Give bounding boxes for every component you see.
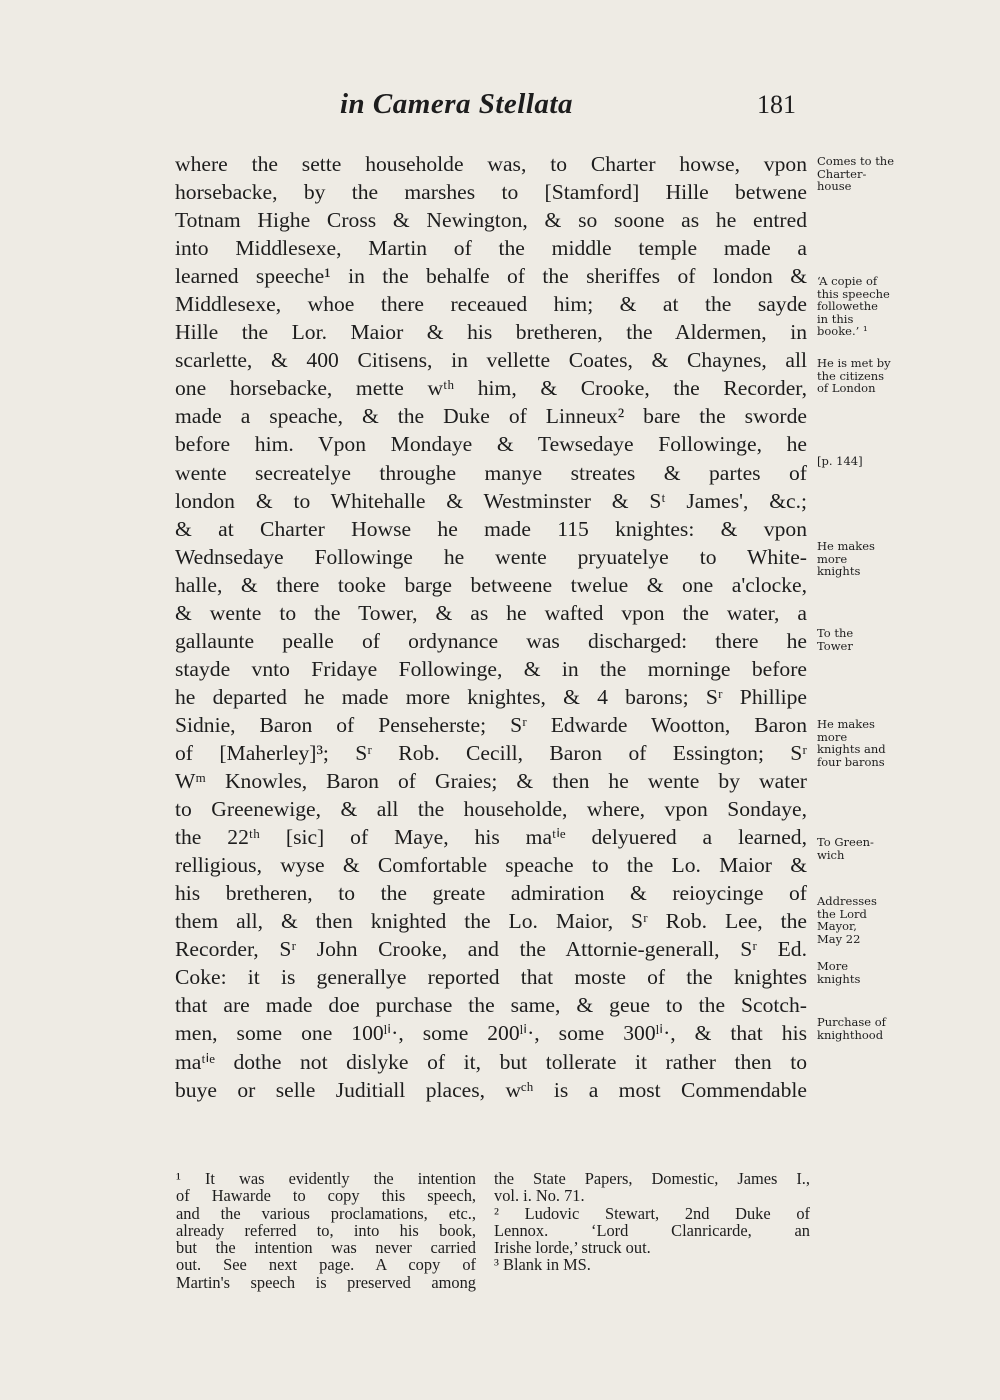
margin-note bbox=[817, 960, 860, 985]
margin-note-line: of London bbox=[817, 381, 876, 395]
footnotes-right-column bbox=[494, 1170, 810, 1274]
margin-note bbox=[817, 718, 886, 768]
margin-note-line: Tower bbox=[817, 638, 853, 653]
text-line: one horsebacke, mette wᵗʰ him, & Crooke, the Recorder, bbox=[175, 376, 807, 401]
text-line: horsebacke, by the marshes to [Stamford] Hille betwene bbox=[175, 180, 807, 205]
margin-note-line: wich bbox=[817, 847, 845, 862]
margin-note-line: Addresses bbox=[817, 894, 877, 908]
footnotes-left-column bbox=[176, 1170, 476, 1291]
footnote-line: the State Papers, Domestic, James I., bbox=[494, 1169, 810, 1188]
margin-note-line: He is met by bbox=[817, 356, 891, 370]
margin-note-line: To the bbox=[817, 626, 854, 640]
margin-note-line: [p. 144] bbox=[817, 454, 863, 468]
text-line: his bretheren, to the greate admiration & reioycinge of bbox=[175, 881, 807, 906]
text-line: Middlesexe, whoe there receaued him; & at the sayde bbox=[175, 292, 807, 317]
text-line: into Middlesexe, Martin of the middle temple made a bbox=[175, 236, 807, 261]
text-line: Wednsedaye Followinge he wente pryuatelye to White- bbox=[175, 544, 807, 569]
text-line: & at Charter Howse he made 115 knightes: & vpon bbox=[175, 516, 807, 541]
margin-note-line: knights bbox=[817, 564, 861, 578]
margin-note bbox=[817, 627, 853, 652]
footnote-line: and the various proclamations, etc., bbox=[176, 1203, 476, 1223]
text-line: Wᵐ Knowles, Baron of Graies; & then he wente by water bbox=[175, 769, 807, 794]
text-line: buye or selle Juditiall places, wᶜʰ is a most Commendable bbox=[175, 1077, 807, 1102]
text-line: of [Maherley]³; Sʳ Rob. Cecill, Baron of Essington; Sʳ bbox=[175, 740, 807, 765]
footnote-line: ¹ It was evidently the intention bbox=[176, 1169, 476, 1188]
text-line: relligious, wyse & Comfortable speache to the Lo. Maior & bbox=[175, 853, 807, 878]
text-line: that are made doe purchase the same, & geue to the Scotch- bbox=[175, 993, 807, 1018]
text-line: halle, & there tooke barge betweene twelue & one a'clocke, bbox=[175, 572, 807, 597]
margin-note-line: More bbox=[817, 959, 849, 973]
margin-note bbox=[817, 1016, 886, 1041]
text-line: & wente to the Tower, & as he wafted vpon the water, a bbox=[175, 600, 807, 625]
text-line: Hille the Lor. Maior & his bretheren, the Aldermen, in bbox=[175, 320, 807, 345]
margin-note-line: this speeche bbox=[817, 286, 890, 301]
text-line: Recorder, Sʳ John Crooke, and the Attornie-generall, Sʳ Ed. bbox=[175, 937, 807, 962]
margin-note-line: followethe bbox=[817, 299, 878, 313]
footnote-line: vol. i. No. 71. bbox=[494, 1186, 585, 1206]
margin-note-line: Purchase of bbox=[817, 1015, 886, 1029]
text-line: men, some one 100ˡⁱ·, some 200ˡⁱ·, some 300ˡⁱ·, & that his bbox=[175, 1021, 807, 1046]
text-line: made a speache, & the Duke of Linneux² bare the sworde bbox=[175, 404, 807, 429]
footnote-line: Irishe lorde,’ struck out. bbox=[494, 1238, 651, 1258]
margin-note-line: ‘A copie of bbox=[817, 274, 878, 288]
text-line: he departed he made more knightes, & 4 barons; Sʳ Phillipe bbox=[175, 684, 807, 709]
margin-note-line: more bbox=[817, 729, 848, 744]
margin-note-line: May 22 bbox=[817, 931, 861, 946]
page-number: 181 bbox=[757, 90, 796, 119]
footnote-line: ³ Blank in MS. bbox=[494, 1255, 591, 1275]
text-line: maᵗⁱᵉ dothe not dislyke of it, but tollerate it rather then to bbox=[175, 1049, 807, 1074]
footnote-line: Lennox. ‘Lord Clanricarde, an bbox=[494, 1220, 810, 1240]
text-line: where the sette householde was, to Charter howse, vpon bbox=[175, 152, 807, 176]
margin-note bbox=[817, 540, 875, 578]
text-line: Sidnie, Baron of Penseherste; Sʳ Edwarde Wootton, Baron bbox=[175, 712, 807, 737]
margin-note-line: Mayor, bbox=[817, 919, 857, 933]
margin-note-line: knights bbox=[817, 971, 861, 986]
text-line: Coke: it is generallye reported that moste of the knightes bbox=[175, 965, 807, 990]
text-line: wente secreatelye throughe manye streates & partes of bbox=[175, 460, 807, 485]
margin-note-line: Comes to the bbox=[817, 154, 895, 168]
footnote-line: of Hawarde to copy this speech, bbox=[176, 1186, 476, 1206]
margin-note-line: four barons bbox=[817, 754, 885, 769]
footnote-line: but the intention was never carried bbox=[176, 1238, 476, 1258]
margin-note bbox=[817, 155, 894, 193]
margin-note-line: the citizens bbox=[817, 368, 885, 383]
text-line: Totnam Highe Cross & Newington, & so soone as he entred bbox=[175, 208, 807, 233]
footnote-line: already referred to, into his book, bbox=[176, 1220, 476, 1240]
text-line: to Greenewige, & all the householde, where, vpon Sondaye, bbox=[175, 797, 807, 822]
text-line: the 22ᵗʰ [sic] of Maye, his maᵗⁱᵉ delyuered a learned, bbox=[175, 825, 807, 850]
margin-note-line: booke.’ ¹ bbox=[817, 324, 868, 338]
margin-note bbox=[817, 275, 890, 338]
margin-note-line: in this bbox=[817, 311, 854, 326]
margin-note-line: knighthood bbox=[817, 1027, 884, 1042]
footnote-line: Martin's speech is preserved among bbox=[176, 1272, 476, 1292]
text-line: them all, & then knighted the Lo. Maior, Sʳ Rob. Lee, the bbox=[175, 909, 807, 934]
margin-note-line: To Green- bbox=[817, 835, 874, 849]
margin-note-line: He makes bbox=[817, 539, 875, 553]
text-line: scarlette, & 400 Citisens, in vellette Coates, & Chaynes, all bbox=[175, 348, 807, 373]
text-line: stayde vnto Fridaye Followinge, & in the morninge before bbox=[175, 656, 807, 681]
margin-note-line: He makes bbox=[817, 717, 875, 731]
margin-note bbox=[817, 455, 863, 468]
margin-note-line: house bbox=[817, 179, 852, 193]
text-line: before him. Vpon Mondaye & Tewsedaye Followinge, he bbox=[175, 432, 807, 457]
running-title: in Camera Stellata bbox=[340, 88, 573, 120]
footnote-line: ² Ludovic Stewart, 2nd Duke of bbox=[494, 1203, 810, 1223]
margin-note-line: the Lord bbox=[817, 906, 867, 921]
text-line: gallaunte pealle of ordynance was discharged: there he bbox=[175, 628, 807, 653]
main-text bbox=[175, 150, 807, 1104]
text-line: learned speeche¹ in the behalfe of the sheriffes of london & bbox=[175, 264, 807, 289]
margin-note-line: Charter- bbox=[817, 166, 867, 181]
footnote-line: out. See next page. A copy of bbox=[176, 1255, 476, 1275]
margin-note-line: more bbox=[817, 551, 848, 566]
margin-note-line: knights and bbox=[817, 742, 886, 756]
margin-note bbox=[817, 357, 891, 395]
margin-note bbox=[817, 895, 877, 945]
margin-note bbox=[817, 836, 874, 861]
text-line: london & to Whitehalle & Westminster & Sᵗ James', &c.; bbox=[175, 488, 807, 513]
